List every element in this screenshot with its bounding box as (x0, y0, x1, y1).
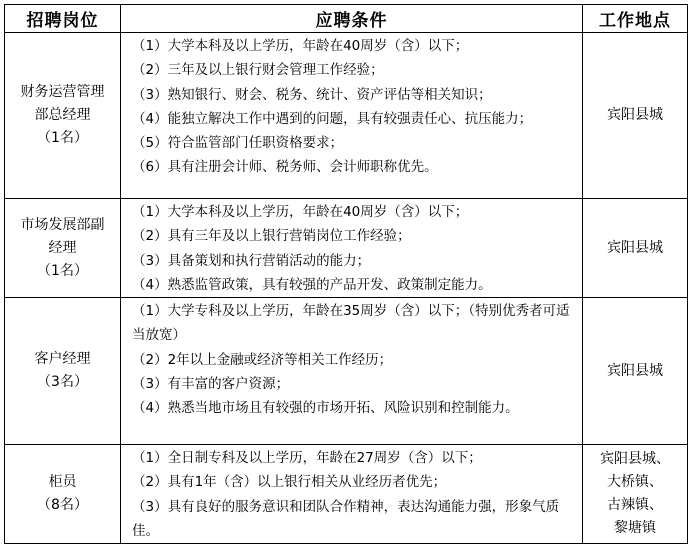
location-text: 黎塘镇 (614, 520, 656, 537)
location-text: 宾阳县城 (607, 239, 663, 256)
table-row (5, 445, 688, 544)
location-cell (583, 445, 688, 544)
condition-item: （1）大学本科及以上学历，年龄在40周岁（含）以下； (132, 38, 469, 54)
position-text: 客户经理 (34, 351, 91, 368)
condition-item: （2）2年以上金融或经济等相关工作经历； (132, 351, 393, 368)
condition-item: （1）大学专科及以上学历，年龄在35周岁（含）以下；（特别优秀者可适当放宽） (132, 303, 570, 344)
table-row (5, 33, 688, 199)
location-cell (583, 33, 688, 199)
condition-item: （1）大学本科及以上学历，年龄在40周岁（含）以下； (132, 204, 469, 220)
position-cell (5, 445, 121, 544)
position-cell (5, 33, 121, 199)
position-text: 部总经理 (34, 107, 91, 123)
recruitment-table (4, 4, 688, 544)
location-text: 宾阳县城、 (600, 451, 670, 468)
condition-item: （4）熟悉监管政策，具有较强的产品开发、政策制定能力。 (132, 276, 492, 293)
location-cell (583, 199, 688, 298)
condition-item: （2）三年及以上银行财会管理工作经验； (132, 62, 384, 79)
condition-item: （2）具有三年及以上银行营销岗位工作经验； (132, 228, 411, 245)
header-conditions: 应聘条件 (121, 5, 583, 33)
header-location: 工作地点 (583, 5, 688, 33)
condition-item: （2）具有1年（含）以上银行相关从业经历者优先； (132, 474, 447, 491)
condition-item: （3）有丰富的客户资源； (132, 376, 290, 393)
location-text: 宾阳县城 (607, 362, 663, 379)
position-cell (5, 298, 121, 445)
position-text: 财务运营管理 (20, 84, 105, 100)
position-count: （1名） (37, 130, 88, 146)
location-text: 古辣镇、 (607, 497, 663, 514)
condition-item: （4）熟悉当地市场且有较强的市场开拓、风险识别和控制能力。 (132, 400, 519, 417)
position-text: 市场发展部副 (20, 216, 105, 233)
conditions-cell (121, 33, 583, 199)
location-text: 宾阳县城 (607, 107, 663, 123)
conditions-cell (121, 445, 583, 544)
position-count: （8名） (37, 497, 88, 514)
header-position: 招聘岗位 (5, 5, 121, 33)
position-count: （3名） (37, 374, 88, 391)
conditions-cell (121, 199, 583, 298)
header-row (5, 5, 688, 33)
conditions-cell (121, 298, 583, 445)
location-cell (583, 298, 688, 445)
position-count: （1名） (37, 262, 88, 279)
condition-item: （4）能独立解决工作中遇到的问题，具有较强责任心、抗压能力； (132, 110, 533, 127)
table-row (5, 199, 688, 298)
condition-item: （3）具有良好的服务意识和团队合作精神，表达沟通能力强，形象气质佳。 (132, 498, 560, 540)
condition-item: （3）熟知银行、财会、税务、统计、资产评估等相关知识； (132, 86, 492, 103)
position-text: 经理 (48, 239, 77, 256)
condition-item: （3）具备策划和执行营销活动的能力； (132, 252, 371, 269)
table-row (5, 298, 688, 445)
condition-item: （6）具有注册会计师、税务师、会计师职称优先。 (132, 159, 438, 176)
position-text: 柜员 (48, 474, 77, 491)
position-cell (5, 199, 121, 298)
condition-item: （1）全日制专科及以上学历，年龄在27周岁（含）以下； (132, 450, 482, 467)
condition-item: （5）符合监管部门任职资格要求； (132, 135, 344, 152)
location-text: 大桥镇、 (607, 474, 663, 491)
